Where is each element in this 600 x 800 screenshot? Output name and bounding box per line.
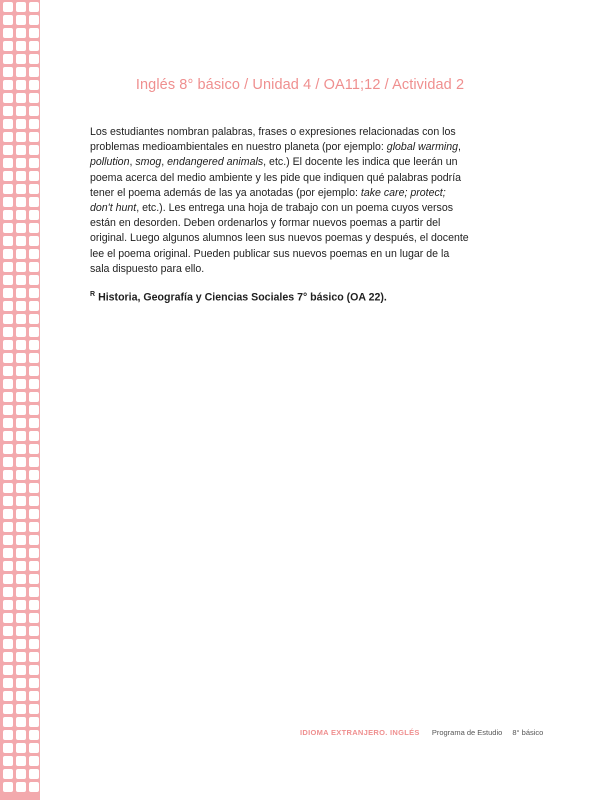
side-pattern-tile	[16, 652, 26, 662]
side-pattern-tile	[29, 41, 39, 51]
side-pattern-tile	[29, 574, 39, 584]
side-pattern-tile	[16, 587, 26, 597]
page-header-title: Inglés 8° básico / Unidad 4 / OA11;12 / Actividad 2	[135, 77, 465, 93]
side-pattern-tile	[29, 93, 39, 103]
side-pattern-tile	[29, 2, 39, 12]
example-term: pollution	[90, 156, 130, 169]
side-pattern-tile	[16, 275, 26, 285]
side-pattern-tile	[3, 678, 13, 688]
side-pattern-tile	[3, 145, 13, 155]
side-pattern-tile	[16, 509, 26, 519]
side-pattern-tile	[16, 158, 26, 168]
side-pattern-tile	[16, 262, 26, 272]
side-pattern-tile	[3, 782, 13, 792]
side-pattern-tile	[3, 223, 13, 233]
side-pattern-tile	[3, 535, 13, 545]
side-pattern-tile	[29, 691, 39, 701]
side-pattern-tile	[16, 444, 26, 454]
side-pattern-tile	[3, 327, 13, 337]
side-pattern-tile	[16, 119, 26, 129]
side-pattern-tile	[16, 561, 26, 571]
side-pattern-tile	[3, 561, 13, 571]
side-pattern-tile	[29, 223, 39, 233]
side-pattern-tile	[3, 483, 13, 493]
side-pattern-tile	[29, 639, 39, 649]
side-pattern-tile	[16, 431, 26, 441]
side-pattern-tile	[29, 158, 39, 168]
side-pattern-tile	[29, 431, 39, 441]
side-pattern-tile	[16, 483, 26, 493]
footer-subject: IDIOMA EXTRANJERO. INGLÉS	[300, 728, 420, 737]
side-pattern-tile	[29, 67, 39, 77]
side-pattern-tile	[16, 704, 26, 714]
side-pattern-tile	[16, 223, 26, 233]
side-pattern-tile	[29, 132, 39, 142]
side-pattern-tile	[29, 262, 39, 272]
side-pattern-tile	[29, 340, 39, 350]
side-pattern-tile	[16, 28, 26, 38]
side-pattern-tile	[3, 756, 13, 766]
side-pattern-tile	[16, 67, 26, 77]
side-pattern-tile	[16, 782, 26, 792]
side-pattern-tile	[3, 2, 13, 12]
side-pattern-tile	[3, 743, 13, 753]
side-pattern-tile	[29, 28, 39, 38]
example-term: endangered animals	[167, 156, 264, 169]
side-pattern-tile	[3, 249, 13, 259]
side-pattern-tile	[3, 496, 13, 506]
side-pattern-tile	[16, 756, 26, 766]
side-pattern-tile	[16, 522, 26, 532]
side-pattern-tile	[3, 197, 13, 207]
side-pattern-tile	[16, 470, 26, 480]
example-term: smog	[135, 156, 162, 169]
side-pattern-tile	[29, 769, 39, 779]
side-pattern-tile	[3, 366, 13, 376]
side-pattern-tile	[29, 652, 39, 662]
side-pattern-tile	[29, 288, 39, 298]
side-pattern-tile	[16, 392, 26, 402]
side-pattern-tile	[29, 392, 39, 402]
side-pattern-tile	[29, 210, 39, 220]
side-pattern-tile	[3, 522, 13, 532]
side-pattern-tile	[16, 145, 26, 155]
side-pattern-tile	[29, 54, 39, 64]
side-pattern-tile	[29, 548, 39, 558]
side-pattern-tile	[29, 626, 39, 636]
side-pattern-tile	[29, 743, 39, 753]
footer-program: Programa de Estudio	[431, 728, 503, 737]
side-pattern-tile	[3, 418, 13, 428]
example-term: take care; protect; don't hunt	[90, 186, 446, 215]
side-pattern-tile	[29, 678, 39, 688]
side-pattern-tile	[3, 691, 13, 701]
side-pattern-tile	[3, 639, 13, 649]
side-pattern-tile	[29, 145, 39, 155]
side-pattern-tile	[16, 743, 26, 753]
side-pattern-tile	[29, 301, 39, 311]
side-pattern-tile	[16, 249, 26, 259]
side-pattern-tile	[3, 93, 13, 103]
side-pattern-tile	[3, 769, 13, 779]
activity-paragraph	[90, 125, 470, 277]
side-pattern-tile	[29, 600, 39, 610]
side-pattern-tile	[16, 665, 26, 675]
side-pattern-tile	[16, 496, 26, 506]
side-pattern-tile	[3, 275, 13, 285]
side-pattern-tile	[3, 509, 13, 519]
paragraph-text: Los estudiantes nombran palabras, frases o expresiones relacionadas con los problemas medioambientales en nuestro planeta (por ejemplo:	[90, 126, 456, 154]
side-pattern-tile	[3, 340, 13, 350]
side-pattern-tile	[16, 379, 26, 389]
side-pattern-tile	[3, 665, 13, 675]
side-pattern-tile	[29, 665, 39, 675]
side-pattern-tile	[3, 717, 13, 727]
side-pattern-tile	[3, 574, 13, 584]
side-pattern-tile	[16, 132, 26, 142]
side-pattern-tile	[3, 379, 13, 389]
side-pattern-tile	[16, 600, 26, 610]
side-pattern-tile	[16, 210, 26, 220]
side-pattern-tile	[29, 171, 39, 181]
paragraph-text: , etc.). Les entrega una hoja de trabajo con un poema cuyos versos están en desorden. Deben ordenarlos y formar nuevos poemas a partir del original. Luego algunos alumnos leen sus nuevos poemas y después, el docente lee el poema original. Pueden publicar sus nuevos poemas en un lugar de la sala dispuesto para ello.	[90, 202, 469, 275]
side-pattern-tile	[3, 353, 13, 363]
side-pattern-tile	[29, 717, 39, 727]
page-footer	[300, 728, 543, 737]
side-pattern-tile	[29, 418, 39, 428]
example-term: global warming	[386, 141, 459, 154]
side-pattern-tile	[29, 314, 39, 324]
side-pattern-tile	[16, 41, 26, 51]
paragraph-text: ,	[458, 141, 461, 154]
side-pattern-tile	[29, 405, 39, 415]
side-pattern-tile	[3, 730, 13, 740]
side-pattern-tile	[29, 236, 39, 246]
side-pattern-tile	[16, 548, 26, 558]
side-pattern-tile	[3, 431, 13, 441]
side-pattern-tile	[16, 730, 26, 740]
side-pattern-tile	[16, 457, 26, 467]
side-pattern-tile	[3, 301, 13, 311]
paragraph-text: ,	[161, 156, 168, 169]
side-pattern-tile	[29, 587, 39, 597]
side-pattern-tile	[16, 639, 26, 649]
side-pattern-tile	[29, 535, 39, 545]
side-pattern-tile	[16, 93, 26, 103]
side-pattern-tile	[3, 288, 13, 298]
side-pattern-tile	[3, 600, 13, 610]
side-pattern-tile	[29, 613, 39, 623]
activity-content	[90, 125, 470, 306]
side-pattern-tile	[16, 327, 26, 337]
side-pattern-tile	[16, 340, 26, 350]
side-pattern-tile	[29, 470, 39, 480]
paragraph-text: , etc.) El docente les indica que leerán un poema acerca del medio ambiente y les pide que indiquen qué palabras podría tener el poema además de las ya anotadas (por ejemplo:	[90, 156, 462, 199]
side-pattern-tile	[3, 587, 13, 597]
side-pattern-tile	[29, 704, 39, 714]
side-pattern-tile	[16, 535, 26, 545]
side-pattern-tile	[29, 730, 39, 740]
side-pattern-tile	[3, 704, 13, 714]
side-pattern-tile	[3, 132, 13, 142]
side-pattern-tile	[16, 613, 26, 623]
side-pattern-tile	[29, 561, 39, 571]
side-pattern-tile	[16, 769, 26, 779]
decorative-side-strip	[0, 0, 40, 800]
side-pattern-tile	[29, 353, 39, 363]
side-pattern-tile	[3, 548, 13, 558]
side-pattern-tile	[3, 613, 13, 623]
side-pattern-tile	[3, 470, 13, 480]
side-pattern-tile	[3, 210, 13, 220]
side-pattern-tile	[3, 119, 13, 129]
side-pattern-tile	[3, 67, 13, 77]
side-pattern-tile	[29, 509, 39, 519]
side-pattern-tile	[29, 366, 39, 376]
side-pattern-tile	[16, 574, 26, 584]
side-pattern-tile	[29, 496, 39, 506]
paragraph-text: ,	[129, 156, 136, 169]
side-pattern-tile	[16, 314, 26, 324]
side-pattern-tile	[3, 54, 13, 64]
side-pattern-tile	[29, 275, 39, 285]
side-pattern-tile	[16, 106, 26, 116]
footer-grade: 8° básico	[512, 728, 544, 737]
side-pattern-tile	[16, 236, 26, 246]
side-pattern-tile	[3, 158, 13, 168]
footnote-text: Historia, Geografía y Ciencias Sociales 7° básico (OA 22).	[98, 291, 387, 304]
side-pattern-tile	[29, 249, 39, 259]
side-pattern-tile	[3, 405, 13, 415]
side-pattern-tile	[3, 41, 13, 51]
side-pattern-tile	[29, 15, 39, 25]
side-pattern-tile	[29, 782, 39, 792]
side-pattern-tile	[29, 327, 39, 337]
side-pattern-tile	[3, 652, 13, 662]
side-pattern-tile	[3, 392, 13, 402]
side-pattern-tile	[16, 15, 26, 25]
footnote-marker: R	[90, 291, 96, 299]
side-pattern-tile	[29, 483, 39, 493]
side-pattern-tile	[16, 405, 26, 415]
footnote	[90, 287, 470, 306]
side-pattern-tile	[3, 184, 13, 194]
side-pattern-tile	[16, 353, 26, 363]
side-pattern-tile	[16, 54, 26, 64]
side-pattern-tile	[29, 756, 39, 766]
side-pattern-tile	[3, 15, 13, 25]
side-pattern-tile	[29, 197, 39, 207]
side-pattern-tile	[16, 418, 26, 428]
side-pattern-tile	[16, 717, 26, 727]
side-pattern-tile	[29, 184, 39, 194]
side-pattern-tile	[3, 457, 13, 467]
side-pattern-tile	[29, 457, 39, 467]
side-pattern-tile	[3, 262, 13, 272]
side-pattern-tile	[3, 171, 13, 181]
side-pattern-tile	[16, 691, 26, 701]
side-pattern-tile	[3, 444, 13, 454]
side-pattern-tile	[16, 626, 26, 636]
side-pattern-tile	[16, 301, 26, 311]
side-pattern-tile	[3, 626, 13, 636]
side-pattern-tile	[16, 366, 26, 376]
side-pattern-tile	[29, 119, 39, 129]
side-pattern-tile	[16, 288, 26, 298]
side-pattern-tile	[29, 106, 39, 116]
side-pattern-tile	[3, 106, 13, 116]
side-pattern-tile	[3, 314, 13, 324]
side-pattern-tile	[3, 28, 13, 38]
side-pattern-tile	[16, 171, 26, 181]
side-pattern-tile	[16, 2, 26, 12]
side-pattern-tile	[16, 197, 26, 207]
side-pattern-tile	[16, 678, 26, 688]
side-pattern-tile	[29, 522, 39, 532]
side-strip-pattern	[3, 2, 39, 792]
side-pattern-tile	[29, 444, 39, 454]
side-pattern-tile	[29, 379, 39, 389]
side-pattern-tile	[16, 184, 26, 194]
side-pattern-tile	[3, 236, 13, 246]
